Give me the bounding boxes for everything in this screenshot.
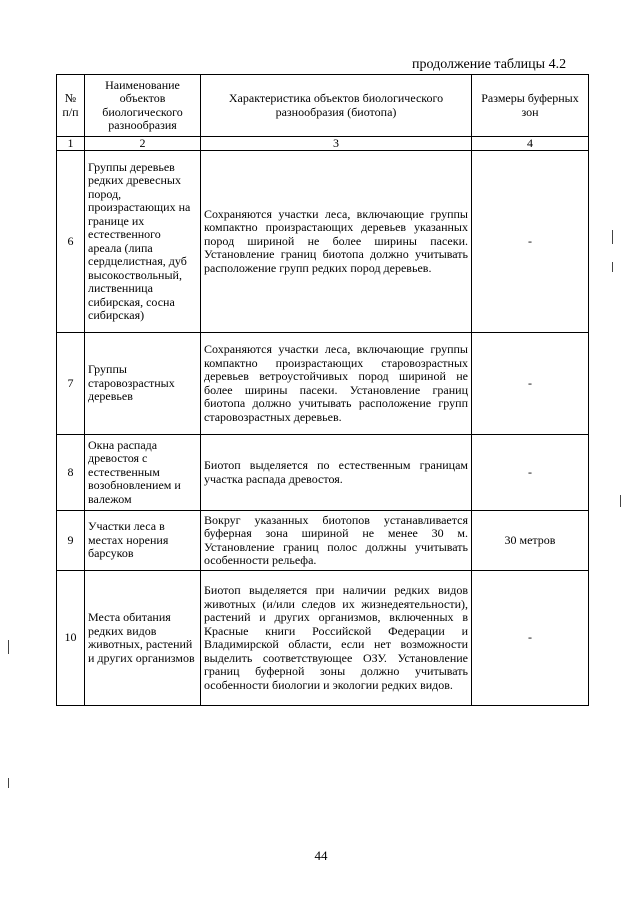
column-number: 2: [85, 137, 201, 151]
buffer-size-cell: -: [472, 435, 589, 511]
column-number: 4: [472, 137, 589, 151]
row-number: 9: [57, 511, 85, 571]
page-number: 44: [314, 848, 328, 863]
column-number: 1: [57, 137, 85, 151]
column-number: 3: [201, 137, 472, 151]
row-number: 8: [57, 435, 85, 511]
object-name-cell: Окна распада древостоя с естественным возобновлением и валежом: [85, 435, 201, 511]
table-row: [57, 151, 589, 333]
characteristic-cell: Вокруг указанных биотопов устанавливается буферная зона шириной не менее 30 м. Установление границ полос должны учитывать особенности рельефа.: [201, 511, 472, 571]
table-row: [57, 435, 589, 511]
header-characteristic: Характеристика объектов биологического разнообразия (биотопа): [201, 75, 472, 137]
buffer-size-cell: -: [472, 571, 589, 706]
row-number: 10: [57, 571, 85, 706]
scan-edge-mark: [8, 778, 9, 788]
row-number: 7: [57, 333, 85, 435]
table-row: [57, 511, 589, 571]
column-number-row: [57, 137, 589, 151]
header-number: № п/п: [57, 75, 85, 137]
characteristic-cell: Сохраняются участки леса, включающие группы компактно произрастающих деревьев указанных пород шириной не более ширины пасеки. Установление границ биотопа должно учитывать расположение групп редких пород деревьев.: [201, 151, 472, 333]
row-number: 6: [57, 151, 85, 333]
scan-edge-mark: [8, 640, 9, 654]
object-name-cell: Группы старовозрастных деревьев: [85, 333, 201, 435]
table-row: [57, 333, 589, 435]
object-name-cell: Участки леса в местах норения барсуков: [85, 511, 201, 571]
header-object-name: Наименование объектов биологического разнообразия: [85, 75, 201, 137]
table-continuation-caption: продолжение таблицы 4.2: [412, 57, 567, 72]
characteristic-cell: Биотоп выделяется по естественным границам участка распада древостоя.: [201, 435, 472, 511]
header-buffer-size: Размеры буферных зон: [472, 75, 589, 137]
characteristic-cell: Биотоп выделяется при наличии редких видов животных (и/или следов их жизнедеятельности), растений и других организмов, включенных в Красные книги Российской Федерации и Владимирской области, если нет возможности выделить соответствующее ОЗУ. Установление границ буферной зоны должно учитывать особенности биологии и экологии редких видов.: [201, 571, 472, 706]
table-header-row: [57, 75, 589, 137]
table-row: [57, 571, 589, 706]
characteristic-cell: Сохраняются участки леса, включающие группы компактно произрастающих старовозрастных деревьев ветроустойчивых пород шириной не более ширины пасеки. Установление границ биотопа должно учитывать расположение групп старовозрастных деревьев.: [201, 333, 472, 435]
scan-edge-mark: [612, 262, 613, 272]
object-name-cell: Группы деревьев редких древесных пород, произрастающих на границе их естественного ареала (липа сердцелистная, дуб высокоствольный, лиственница сибирская, сосна сибирская): [85, 151, 201, 333]
object-name-cell: Места обитания редких видов животных, растений и других организмов: [85, 571, 201, 706]
buffer-size-cell: -: [472, 151, 589, 333]
biodiversity-table: [56, 74, 589, 706]
scan-edge-mark: [620, 495, 621, 507]
buffer-size-cell: 30 метров: [472, 511, 589, 571]
buffer-size-cell: -: [472, 333, 589, 435]
scan-edge-mark: [612, 230, 613, 244]
